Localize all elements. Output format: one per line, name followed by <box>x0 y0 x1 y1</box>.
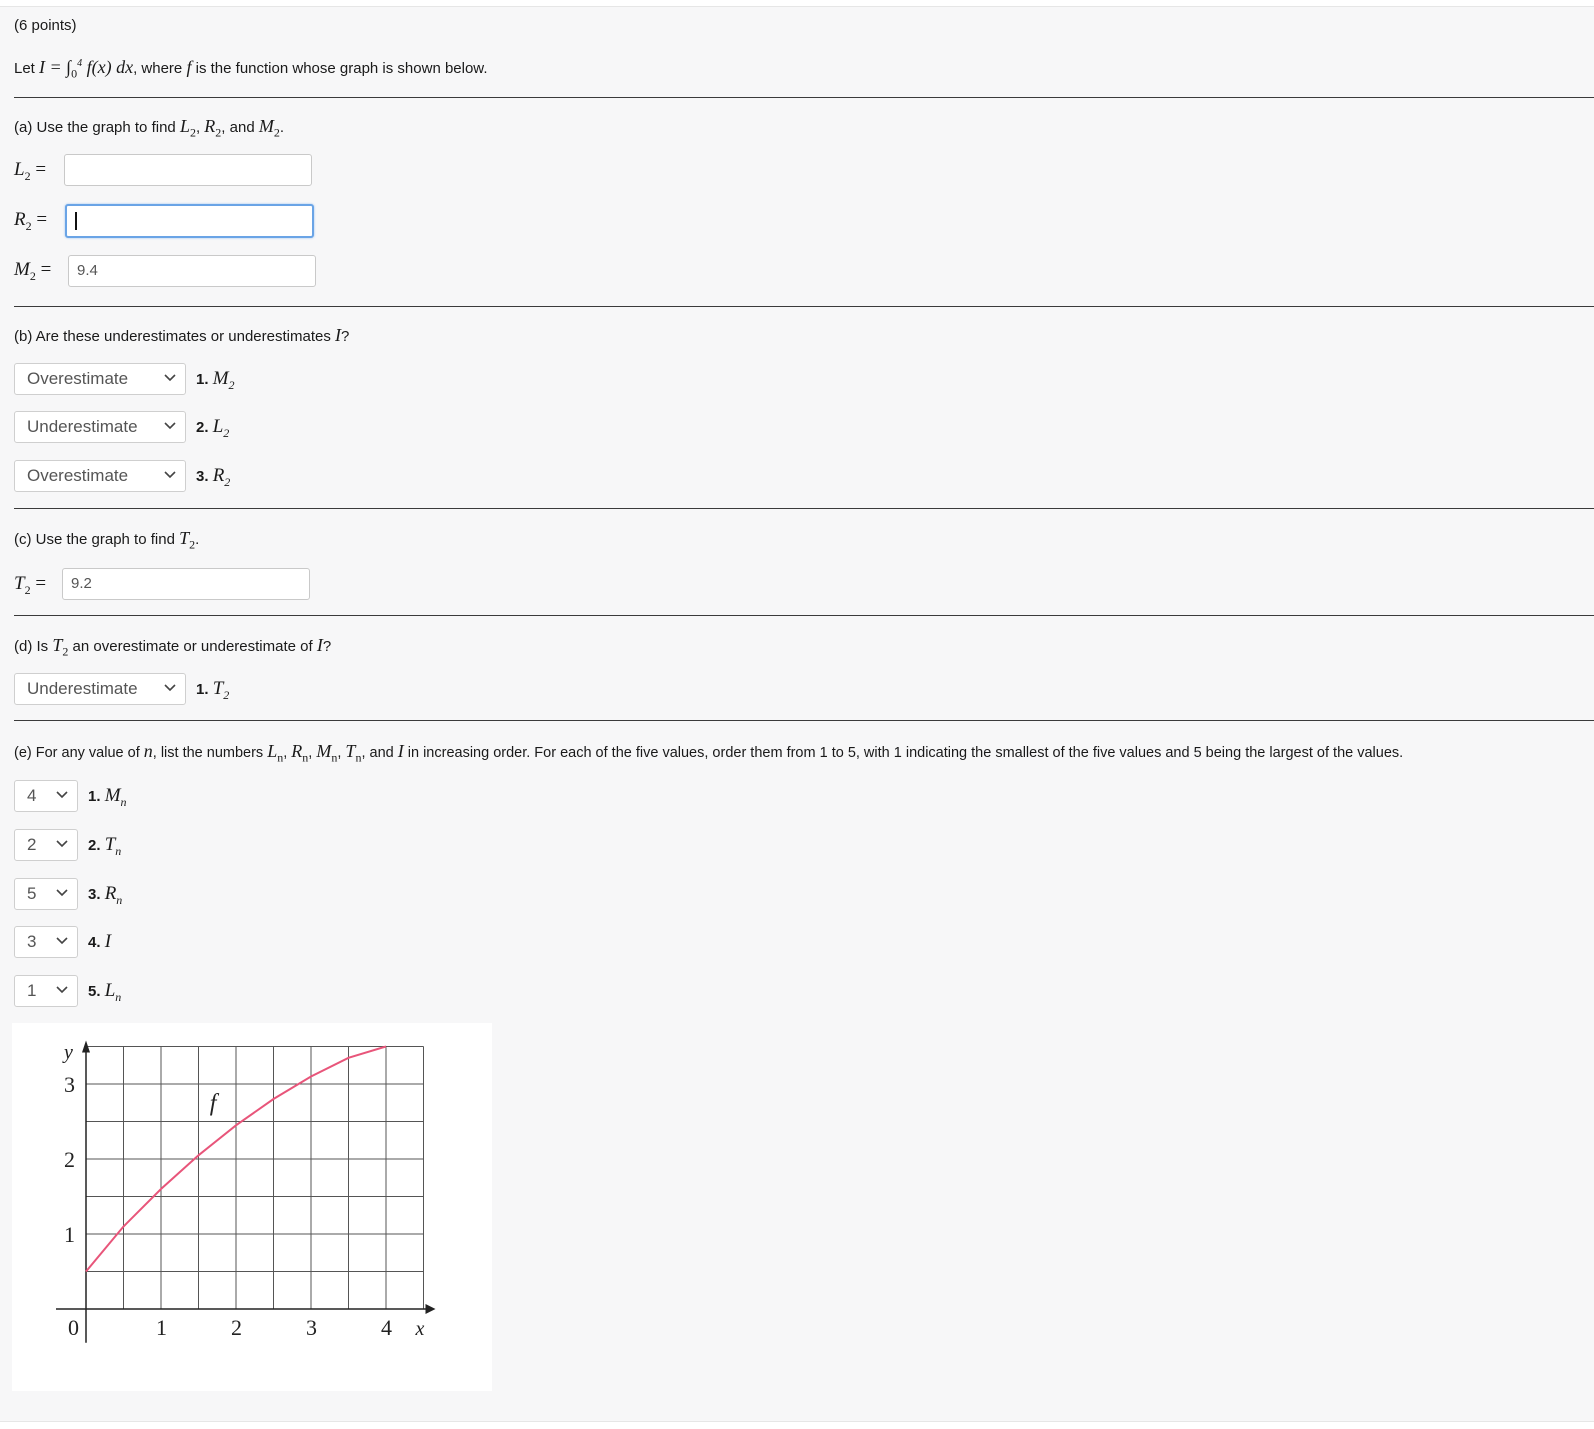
chevron-down-icon <box>55 790 69 800</box>
chevron-down-icon <box>163 683 177 693</box>
divider <box>14 508 1594 509</box>
chevron-down-icon <box>163 373 177 383</box>
part-e-item-3-label: 3. $R_n$ <box>88 883 123 907</box>
part-d-item-1-label: 1. $T_2$ <box>196 678 230 702</box>
part-d-select-1[interactable] <box>14 673 186 705</box>
part-e-prompt-pre: (e) For any value of <box>14 745 140 761</box>
part-e-item-2-label: 2. $T_n$ <box>88 834 122 858</box>
math-R2: $R_2$ <box>204 116 222 140</box>
part-e-select-1[interactable] <box>14 780 78 812</box>
math-I: I <box>397 741 404 761</box>
select-value: 4 <box>27 786 37 805</box>
math-T2: $T_2$ <box>179 528 196 552</box>
part-c-prompt: (c) Use the graph to find $T_2$. <box>14 528 200 552</box>
select-value: 3 <box>27 932 37 951</box>
part-e-item-4-label: 4. I <box>88 931 112 952</box>
x-axis-arrow <box>426 1304 436 1314</box>
part-e-prompt-mid: , list the numbers <box>152 745 264 761</box>
divider <box>14 720 1594 721</box>
math-Rn: $R_n$ <box>291 741 309 765</box>
part-b-item-1-label: 1. $M_2$ <box>196 368 235 392</box>
part-e-item-5-label: 5. $L_n$ <box>88 980 122 1004</box>
part-d-prompt-pre: (d) Is <box>14 638 49 655</box>
part-e-item-1-label: 1. $M_n$ <box>88 785 127 809</box>
math-L2: $L_2$ <box>179 116 196 140</box>
M2-input[interactable]: 9.4 <box>68 255 316 287</box>
part-b-select-1[interactable] <box>14 363 186 395</box>
y-tick-label: 2 <box>64 1147 75 1172</box>
math-M2: $M_2$ <box>258 116 280 140</box>
intro-pre: Let <box>14 60 35 77</box>
chevron-down-icon <box>163 470 177 480</box>
graph-svg <box>12 1023 492 1391</box>
M2-label: $M_2$ = <box>14 259 52 283</box>
select-value: Overestimate <box>27 466 129 485</box>
problem-intro <box>14 57 487 82</box>
divider <box>14 306 1594 307</box>
part-e-prompt: (e) For any value of n, list the numbers $L_n$, $R_n$, $M_n$, $T_n$, and I in increasing order. For each of the five values, order them from 1 to 5, with 1 indicating the smallest of the five values and 5 being the largest of the values. <box>14 741 1404 765</box>
select-value: Underestimate <box>27 679 138 698</box>
math-Mn: $M_n$ <box>316 741 338 765</box>
intro-post: , where <box>133 60 183 77</box>
math-Tn: $T_n$ <box>345 741 362 765</box>
math-I: I <box>316 635 323 655</box>
part-e-prompt-post: in increasing order. For each of the five values, order them from 1 to 5, with 1 indicating the smallest of the five values and 5 being the largest of the values. <box>407 745 1404 761</box>
math-I: I <box>335 325 341 345</box>
select-value: 1 <box>27 981 37 1000</box>
chevron-down-icon <box>55 985 69 995</box>
part-b-prompt: (b) Are these underestimates or underestimates I? <box>14 325 350 345</box>
select-value: Underestimate <box>27 417 138 436</box>
series-label: f <box>209 1090 217 1117</box>
part-c-prompt-text: (c) Use the graph to find <box>14 531 175 548</box>
select-value: Overestimate <box>27 369 129 388</box>
integral-expression: $I = \int_0^4$ f(x) dx <box>39 57 134 81</box>
divider <box>14 615 1594 616</box>
divider <box>14 97 1594 98</box>
x-axis-label: x <box>415 1318 425 1340</box>
R2-label: $R_2$ = <box>14 209 48 233</box>
part-a-and: and <box>229 119 255 136</box>
y-axis-label: y <box>64 1041 73 1064</box>
part-a-prompt-text: (a) Use the graph to find <box>14 119 176 136</box>
x-tick-label: 2 <box>231 1315 242 1340</box>
chevron-down-icon <box>55 888 69 898</box>
chevron-down-icon <box>55 936 69 946</box>
chevron-down-icon <box>163 421 177 431</box>
part-b-select-3[interactable] <box>14 460 186 492</box>
x-tick-label: 1 <box>156 1315 167 1340</box>
part-e-select-3[interactable] <box>14 878 78 910</box>
R2-input[interactable] <box>65 204 314 238</box>
part-d-prompt-post: an overestimate or underestimate of <box>72 638 313 655</box>
select-value: 2 <box>27 835 37 854</box>
text-caret <box>75 212 77 230</box>
part-e-select-5[interactable] <box>14 975 78 1007</box>
part-a-prompt: (a) Use the graph to find $L_2$, $R_2$, and $M_2$. <box>14 116 285 140</box>
points-label: (6 points) <box>14 17 77 34</box>
part-d-prompt: (d) Is $T_2$ an overestimate or underestimate of I? <box>14 635 332 659</box>
x-tick-label: 4 <box>381 1315 392 1340</box>
L2-input[interactable] <box>64 154 312 186</box>
part-b-item-2-label: 2. $L_2$ <box>196 416 230 440</box>
part-e-select-4[interactable] <box>14 926 78 958</box>
T2-input[interactable]: 9.2 <box>62 568 310 600</box>
intro-end: is the function whose graph is shown below. <box>195 60 488 77</box>
part-b-select-2[interactable] <box>14 411 186 443</box>
math-n: n <box>143 741 153 761</box>
part-e-select-2[interactable] <box>14 829 78 861</box>
x-tick-label: 0 <box>68 1315 79 1340</box>
part-b-prompt-text: (b) Are these underestimates or underestimates <box>14 328 331 345</box>
f-symbol: f <box>186 57 192 77</box>
math-Ln: $L_n$ <box>267 741 284 765</box>
y-tick-label: 1 <box>64 1222 75 1247</box>
part-b-item-3-label: 3. $R_2$ <box>196 465 231 489</box>
y-tick-label: 3 <box>64 1072 75 1097</box>
select-value: 5 <box>27 884 37 903</box>
L2-label: $L_2$ = <box>14 159 47 183</box>
T2-label: $T_2$ = <box>14 573 47 597</box>
math-T2: $T_2$ <box>52 635 69 659</box>
x-tick-label: 3 <box>306 1315 317 1340</box>
part-e-and: and <box>369 745 394 761</box>
function-graph <box>12 1023 492 1391</box>
chevron-down-icon <box>55 839 69 849</box>
